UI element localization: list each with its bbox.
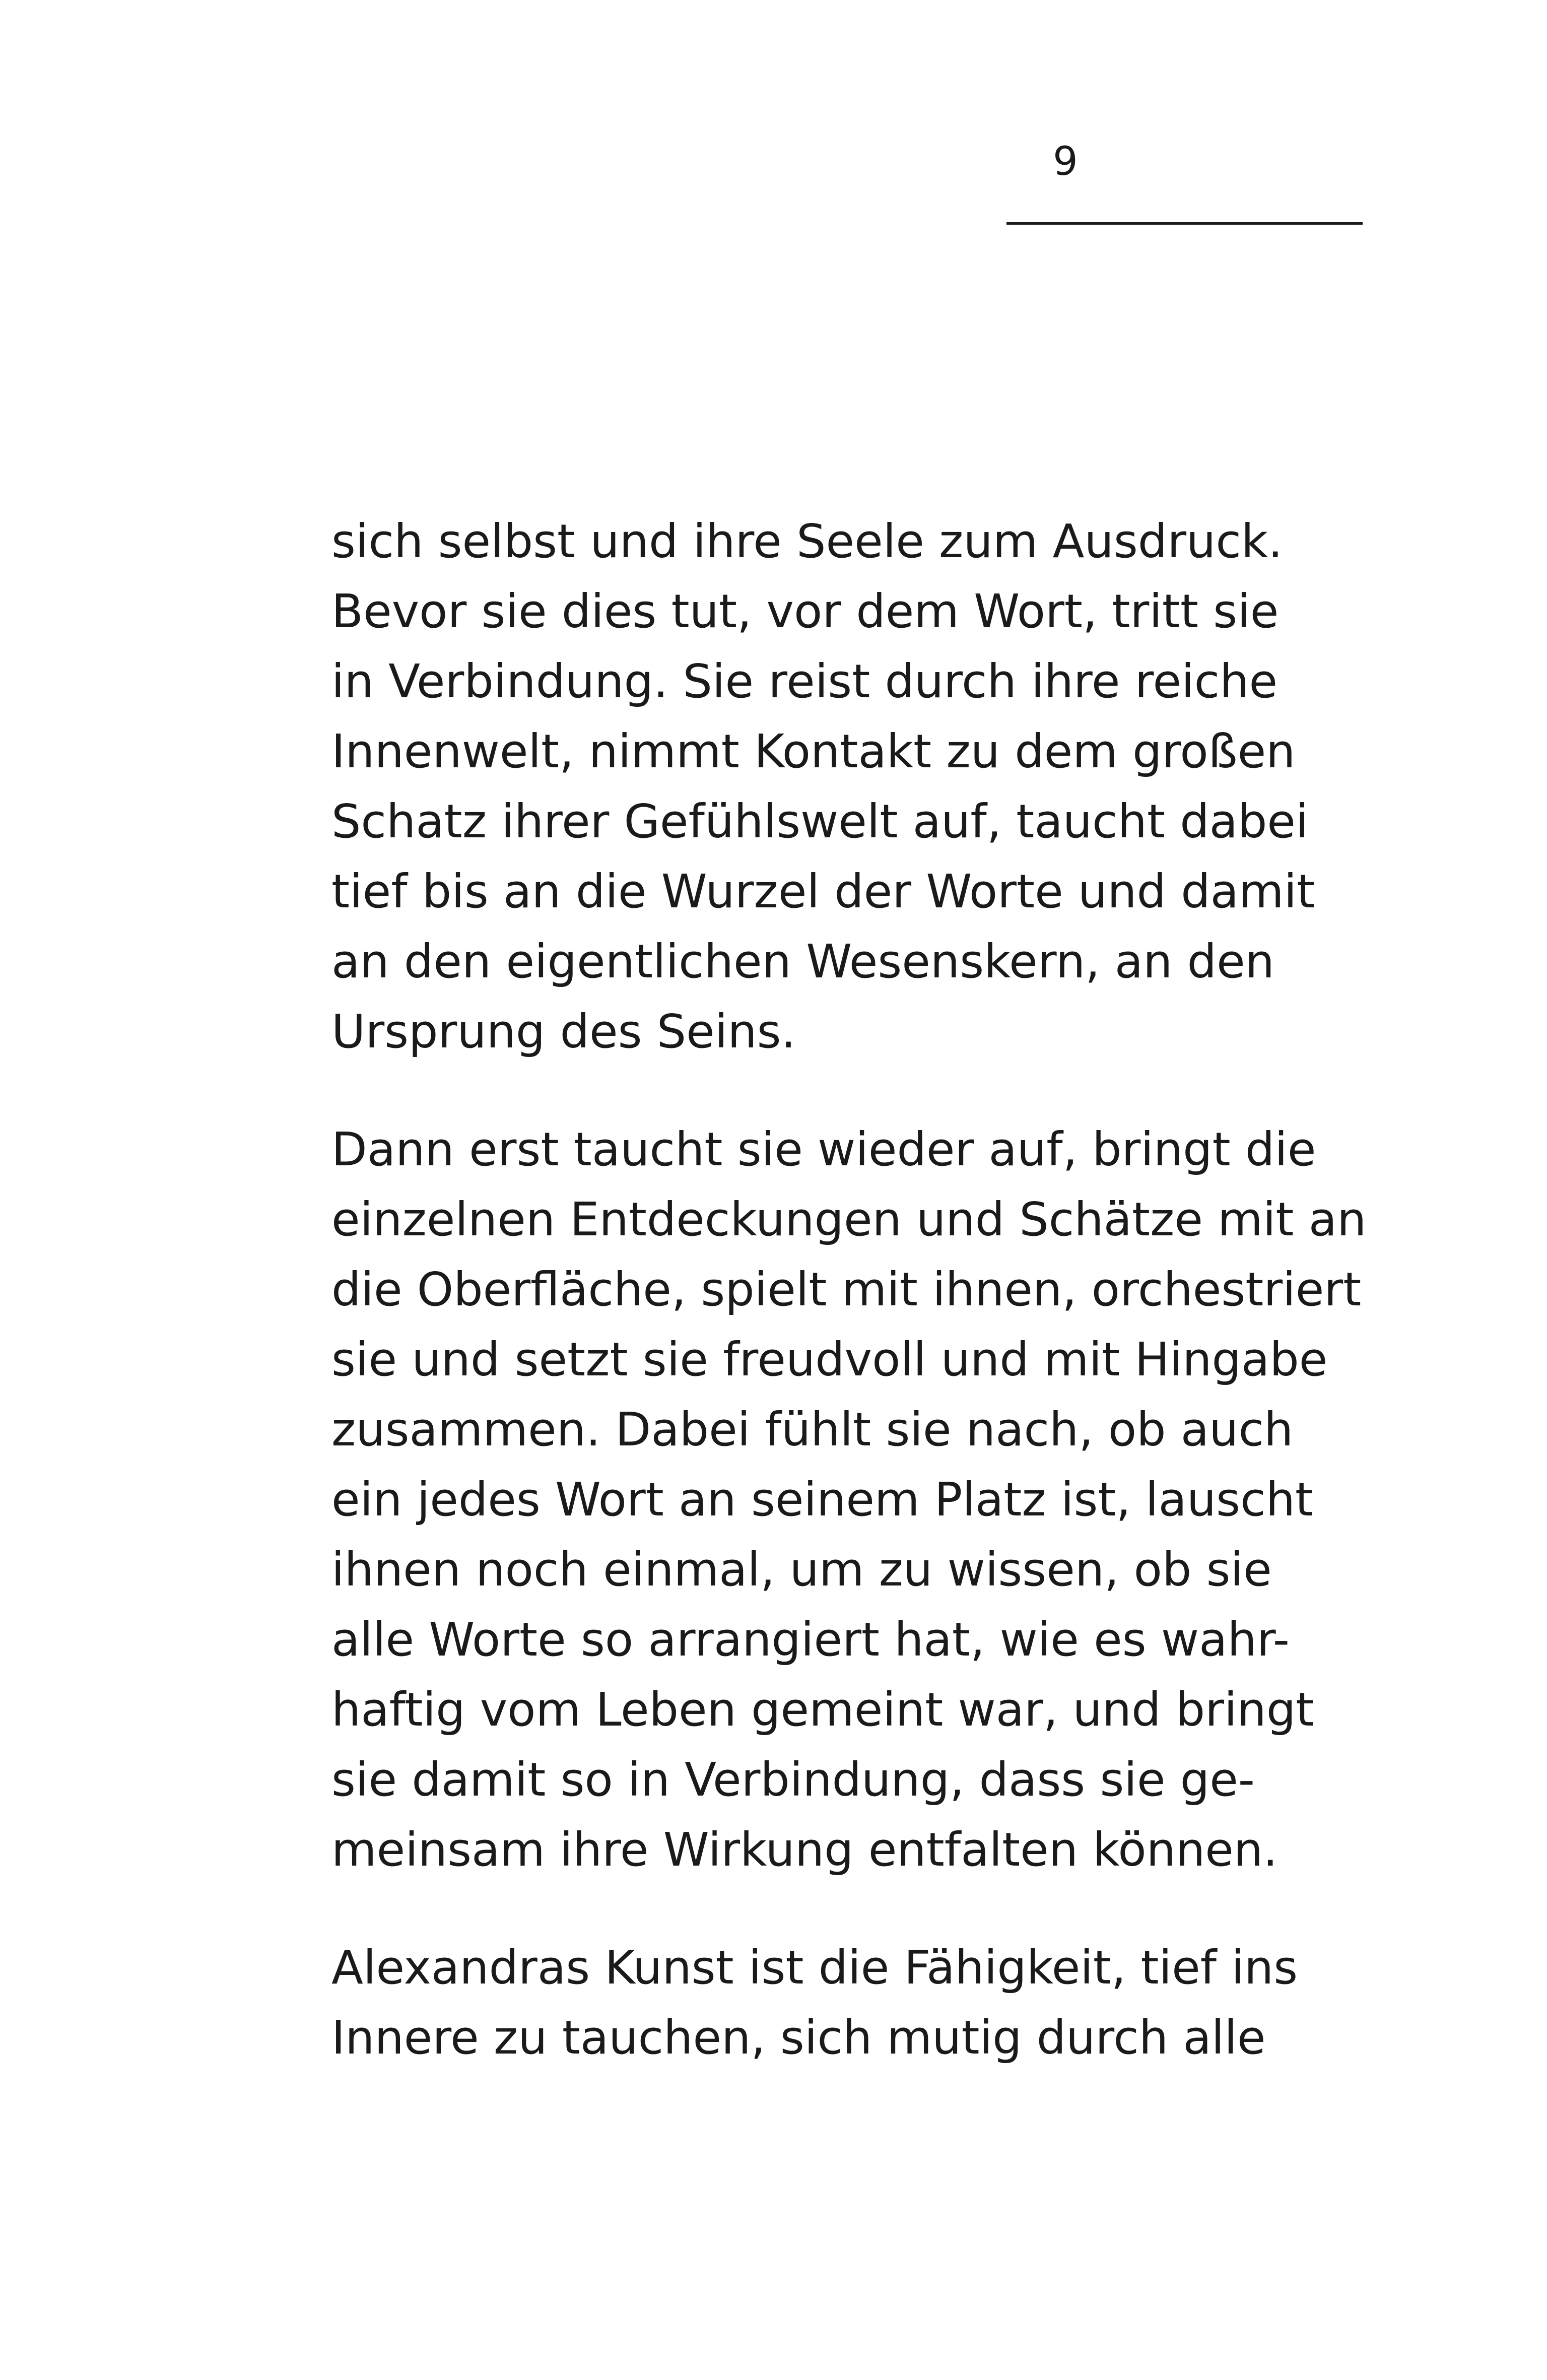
text-line: Schatz ihrer Gefühlswelt auf, taucht dabei [331, 795, 1309, 848]
text-line: haftig vom Leben gemeint war, und bringt [331, 1683, 1314, 1737]
text-line: meinsam ihre Wirkung entfalten können. [331, 1823, 1278, 1877]
paragraph [331, 506, 1315, 1067]
text-line: zusammen. Dabei fühlt sie nach, ob auch [331, 1403, 1294, 1457]
text-line: tief bis an die Wurzel der Worte und damit [331, 865, 1315, 918]
text-line: Innenwelt, nimmt Kontakt zu dem großen [331, 724, 1296, 778]
text-line: Alexandras Kunst ist die Fähigkeit, tief ins [331, 1941, 1298, 1995]
text-line: Dann erst taucht sie wieder auf, bringt die [331, 1122, 1316, 1176]
paragraph [331, 1114, 1367, 1885]
text-line: sich selbst und ihre Seele zum Ausdruck. [331, 514, 1283, 568]
text-line: Ursprung des Seins. [331, 1005, 796, 1059]
text-line: an den eigentlichen Wesenskern, an den [331, 935, 1274, 988]
header-rule [1006, 222, 1363, 225]
text-line: sie damit so in Verbindung, dass sie ge- [331, 1753, 1255, 1807]
body-text [331, 506, 1367, 2073]
text-line: Bevor sie dies tut, vor dem Wort, tritt sie [331, 584, 1279, 638]
text-line: die Oberfläche, spielt mit ihnen, orchestriert [331, 1263, 1362, 1316]
text-line: ein jedes Wort an seinem Platz ist, lauscht [331, 1473, 1314, 1527]
text-line: sie und setzt sie freudvoll und mit Hingabe [331, 1333, 1328, 1386]
paragraph [331, 1933, 1298, 2073]
text-line: alle Worte so arrangiert hat, wie es wahr- [331, 1613, 1290, 1667]
text-line: Innere zu tauchen, sich mutig durch alle [331, 2011, 1266, 2065]
page-number: 9 [1053, 139, 1078, 184]
text-line: einzelnen Entdeckungen und Schätze mit an [331, 1193, 1367, 1246]
text-line: ihnen noch einmal, um zu wissen, ob sie [331, 1543, 1272, 1597]
text-line: in Verbindung. Sie reist durch ihre reiche [331, 654, 1278, 708]
